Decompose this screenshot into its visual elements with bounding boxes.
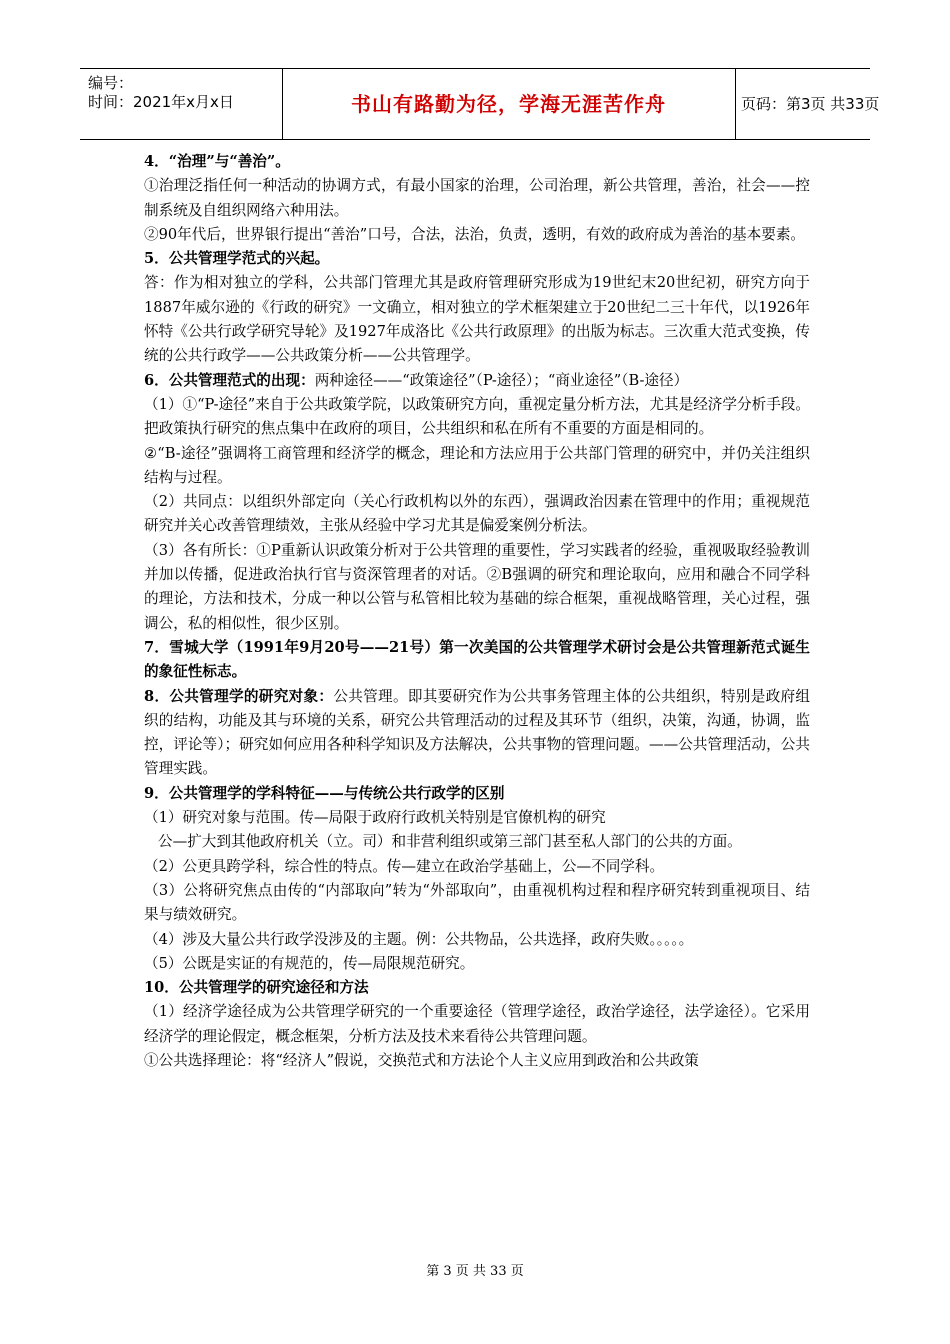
paragraph: （2）公更具跨学科，综合性的特点。传—建立在政治学基础上，公—不同学科。 (144, 857, 665, 875)
page-footer: 第 3 页 共 33 页 (426, 1264, 524, 1279)
motto: 书山有路勤为径，学海无涯苦作舟 (351, 92, 666, 116)
paragraph-heading: 8．公共管理学的研究对象： (144, 687, 334, 705)
paragraph: （3）各有所长：①P重新认识政策分析对于公共管理的重要性，学习实践者的经验，重视吸取经验教训并加以传播，促进政治执行官与资深管理者的对话。②B强调的研究和理论取向，应用和融合不同学科的理论，方法和技术，分成一种以公管与私管相比较为基础的综合框架，重视战略管理，关心过程，强调公，私的相似性，很少区别。 (144, 541, 810, 632)
paragraph-heading: 6．公共管理范式的出现： (144, 371, 315, 389)
header-info-cell (80, 69, 283, 139)
paragraph (144, 782, 810, 806)
number-label: 编号： (88, 74, 134, 92)
paragraph: （3）公将研究焦点由传的“内部取向”转为“外部取向”，由重视机构过程和程序研究转到重视项目、结果与绩效研究。 (144, 881, 810, 924)
page-number-header: 页码：第3页 共33页 (741, 95, 880, 113)
paragraph (144, 150, 810, 174)
paragraph-heading: 10．公共管理学的研究途径和方法 (144, 979, 369, 997)
paragraph: ①治理泛指任何一种活动的协调方式，有最小国家的治理，公司治理，新公共管理，善治，社会——控制系统及自组织网络六种用法。 (144, 177, 810, 219)
header-motto-cell (282, 69, 736, 139)
paragraph: 答：作为相对独立的学科，公共部门管理尤其是政府管理研究形成为19世纪末20世纪初，研究方向于1887年威尔逊的《行政的研究》一文确立，相对独立的学术框架建立于20世纪二三十年代，以1926年怀特《公共行政学研究导轮》及1927年成洛比《公共行政原理》的出版为标志。三次重大范式变换，传统的公共行政学——公共政策分析——公共管理学。 (144, 274, 810, 365)
paragraph: ①公共选择理论：将“经济人”假说，交换范式和方法论个人主义应用到政治和公共政策 (144, 1051, 699, 1069)
page-header (80, 68, 880, 140)
paragraph: ②“B-途径”强调将工商管理和经济学的概念，理论和方法应用于公共部门管理的研究中，并仍关注组织结构与过程。 (144, 444, 810, 486)
paragraph: （4）涉及大量公共行政学没涉及的主题。例：公共物品，公共选择，政府失败。。。。。 (144, 930, 694, 948)
paragraph (144, 976, 810, 1000)
header-page-cell (735, 69, 880, 139)
paragraph-text: 公共管理。即其要研究作为公共事务管理主体的公共组织，特别是政府组织的结构，功能及其与环境的关系，研究公共管理活动的过程及其环节（组织，决策，沟通，协调，监控，评论等）；研究如何应用各种科学知识及方法解决，公共事物的管理问题。——公共管理活动，公共管理实践。 (144, 687, 811, 778)
paragraph-text: 两种途径——“政策途径”（P-途径）；“商业途径”（B-途径） (314, 371, 689, 389)
paragraph-heading: 7．雪城大学（1991年9月20号——21号）第一次美国的公共管理学术研讨会是公共管理新范式诞生的象征性标志。 (144, 638, 810, 681)
paragraph (144, 369, 810, 393)
paragraph (144, 685, 810, 782)
time-label: 时间：2021年x月x日 (88, 93, 234, 111)
paragraph: （5）公既是实证的有规范的，传—局限规范研究。 (144, 954, 475, 972)
paragraph: （2）共同点：以组织外部定向（关心行政机构以外的东西），强调政治因素在管理中的作用；重视规范研究并关心改善管理绩效，主张从经验中学习尤其是偏爱案例分析法。 (144, 493, 810, 535)
paragraph (144, 636, 810, 685)
paragraph-heading: 4．“治理”与“善治”。 (144, 153, 290, 170)
paragraph: （1）经济学途径成为公共管理学研究的一个重要途径（管理学途径，政治学途径，法学途径）。它采用经济学的理论假定，概念框架，分析方法及技术来看待公共管理问题。 (144, 1003, 810, 1045)
paragraph-heading: 5．公共管理学范式的兴起。 (144, 250, 330, 268)
paragraph: ②90年代后，世界银行提出“善治”口号，合法，法治，负责，透明，有效的政府成为善治的基本要素。 (144, 225, 806, 243)
paragraph (144, 247, 810, 271)
paragraph: 公—扩大到其他政府机关（立。司）和非营利组织或第三部门甚至私人部门的公共的方面。 (158, 833, 742, 851)
paragraph: （1）①“P-途径”来自于公共政策学院，以政策研究方向，重视定量分析方法，尤其是经济学分析手段。把政策执行研究的焦点集中在政府的项目，公共组织和私在所有不重要的方面是相同的。 (144, 395, 810, 438)
document-body (144, 150, 810, 1073)
paragraph: （1）研究对象与范围。传—局限于政府行政机关特别是官僚机构的研究 (144, 809, 606, 827)
paragraph-heading: 9．公共管理学的学科特征——与传统公共行政学的区别 (144, 784, 505, 802)
